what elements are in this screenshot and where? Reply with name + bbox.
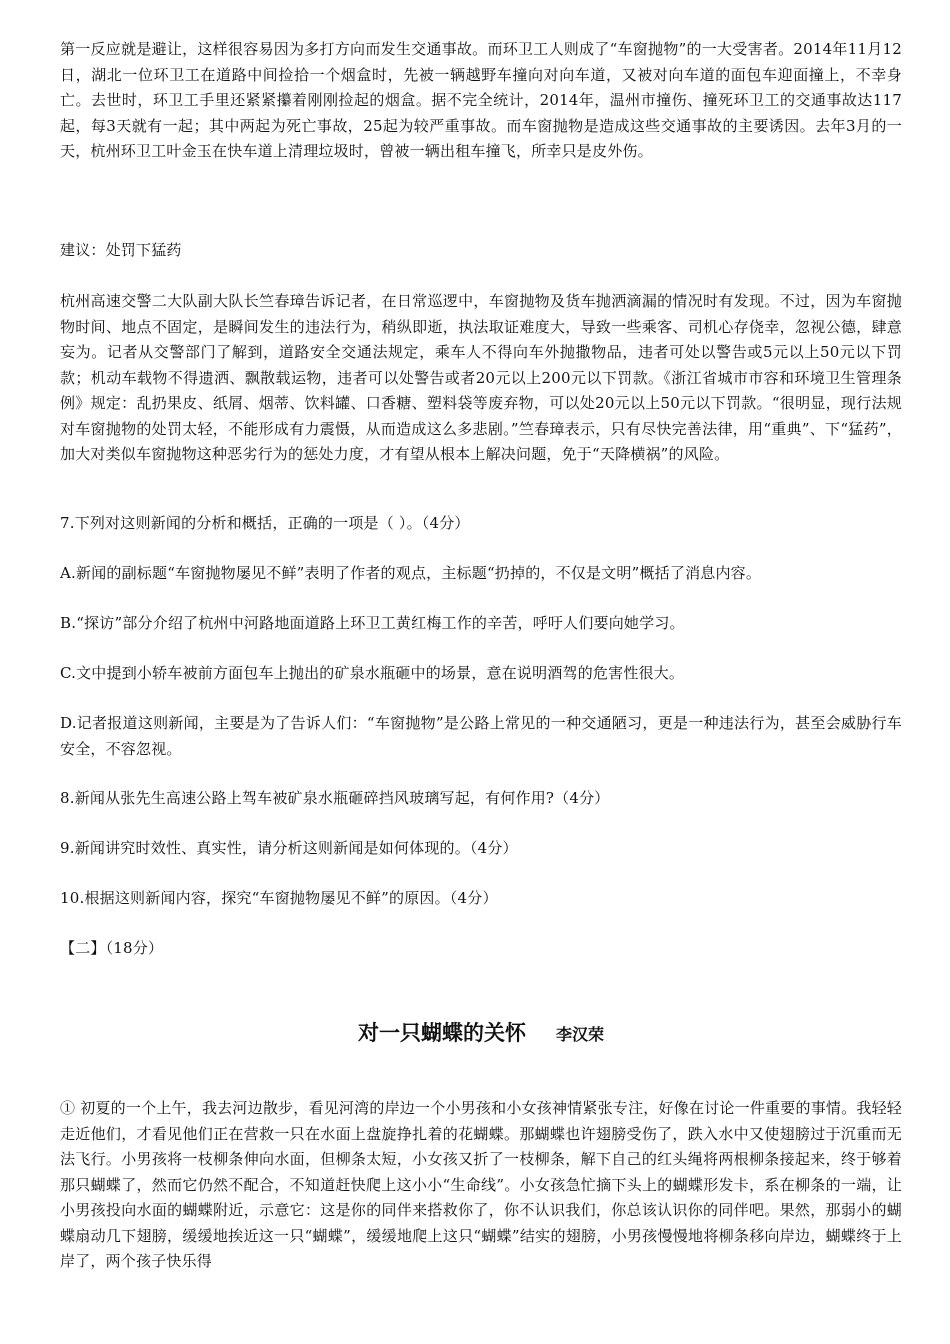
intro-paragraph: 第一反应就是避让，这样很容易因为多打方向而发生交通事故。而环卫工人则成了“车窗抛物”的一大受害者。2014年11月12日，湖北一位环卫工在道路中间捡拾一个烟盒时，先被一辆越野车撞向对向车道，又被对向车道的面包车迎面撞上，不幸身亡。去世时，环卫工手里还紧紧攥着刚刚捡起的烟盒。据不完全统计，2014年，温州市撞伤、撞死环卫工的交通事故达117起，每3天就有一起；其中两起为死亡事故，25起为较严重事故。而车窗抛物是造成这些交通事故的主要诱因。去年3月的一天，杭州环卫工叶金玉在快车道上清理垃圾时，曾被一辆出租车撞飞，所幸只是皮外伤。 <box>60 40 902 160</box>
article-author: 李汉荣 <box>555 1025 604 1044</box>
question-9: 9.新闻讲究时效性、真实性，请分析这则新闻是如何体现的。（4分） <box>60 839 518 857</box>
police-paragraph: 杭州高速交警二大队副大队长竺春璋告诉记者，在日常巡逻中，车窗抛物及货车抛洒滴漏的情况时有发现。不过，因为车窗抛物时间、地点不固定，是瞬间发生的违法行为，稍纵即逝，执法取证难度大，导致一些乘客、司机心存侥幸，忽视公德，肆意妄为。记者从交警部门了解到，道路安全交通法规定，乘车人不得向车外抛撒物品，违者可处以警告或5元以上50元以下罚款；机动车载物不得遗洒、飘散载运物，违者可以处警告或者20元以上200元以下罚款。《浙江省城市市容和环境卫生管理条例》规定：乱扔果皮、纸屑、烟蒂、饮料罐、口香糖、塑料袋等废弃物，可以处20元以上50元以下罚款。“很明显，现行法规对车窗抛物的处罚太轻，不能形成有力震慑，从而造成这么多悲剧。”竺春璋表示，只有尽快完善法律，用“重典”、下“猛药”，加大对类似车窗抛物这种恶劣行为的惩处力度，才有望从根本上解决问题，免于“天降横祸”的风险。 <box>60 292 902 463</box>
question-10: 10.根据这则新闻内容，探究“车窗抛物屡见不鲜”的原因。（4分） <box>60 889 498 907</box>
question-7: 7.下列对这则新闻的分析和概括，正确的一项是（ ）。（4分） <box>60 514 470 532</box>
question-8: 8.新闻从张先生高速公路上驾车被矿泉水瓶砸碎挡风玻璃写起，有何作用?（4分） <box>60 789 610 807</box>
question-7-option-c: C.文中提到小轿车被前方面包车上抛出的矿泉水瓶砸中的场景，意在说明酒驾的危害性很大。 <box>60 664 685 682</box>
article-paragraph-1: ① 初夏的一个上午，我去河边散步，看见河湾的岸边一个小男孩和小女孩神情紧张专注，好像在讨论一件重要的事情。我轻轻走近他们，才看见他们正在营救一只在水面上盘旋挣扎着的花蝴蝶。那蝴蝶也许翅膀受伤了，跌入水中又使翅膀过于沉重而无法飞行。小男孩将一枝柳条伸向水面，但柳条太短，小女孩又折了一枝柳条，解下自己的红头绳将两根柳条接起来，终于够着那只蝴蝶了，然而它仍然不配合，不知道赶快爬上这小小“生命线”。小女孩急忙摘下头上的蝴蝶形发卡，系在柳条的一端，让小男孩投向水面的蝴蝶附近，示意它：这是你的同伴来搭救你了，你不认识我们，你总该认识你的同伴吧。果然，那弱小的蝴蝶扇动几下翅膀，缓缓地挨近这一只“蝴蝶”，缓缓地爬上这只“蝴蝶”结实的翅膀，小男孩慢慢地将柳条移向岸边，蝴蝶终于上岸了，两个孩子快乐得 <box>60 1099 902 1270</box>
suggestion-heading: 建议：处罚下猛药 <box>60 241 182 259</box>
article-title-line <box>60 1017 902 1047</box>
question-7-option-a: A.新闻的副标题“车窗抛物屡见不鲜”表明了作者的观点，主标题“扔掉的，不仅是文明”概括了消息内容。 <box>60 564 762 582</box>
question-7-option-d: D.记者报道这则新闻，主要是为了告诉人们：“车窗抛物”是公路上常见的一种交通陋习，更是一种违法行为，甚至会威胁行车安全，不容忽视。 <box>60 714 902 758</box>
article-title: 对一只蝴蝶的关怀 <box>357 1021 526 1045</box>
question-7-option-b: B.“探访”部分介绍了杭州中河路地面道路上环卫工黄红梅工作的辛苦，呼吁人们要向她学习。 <box>60 614 685 632</box>
section-two-heading: 【二】（18分） <box>60 939 164 957</box>
